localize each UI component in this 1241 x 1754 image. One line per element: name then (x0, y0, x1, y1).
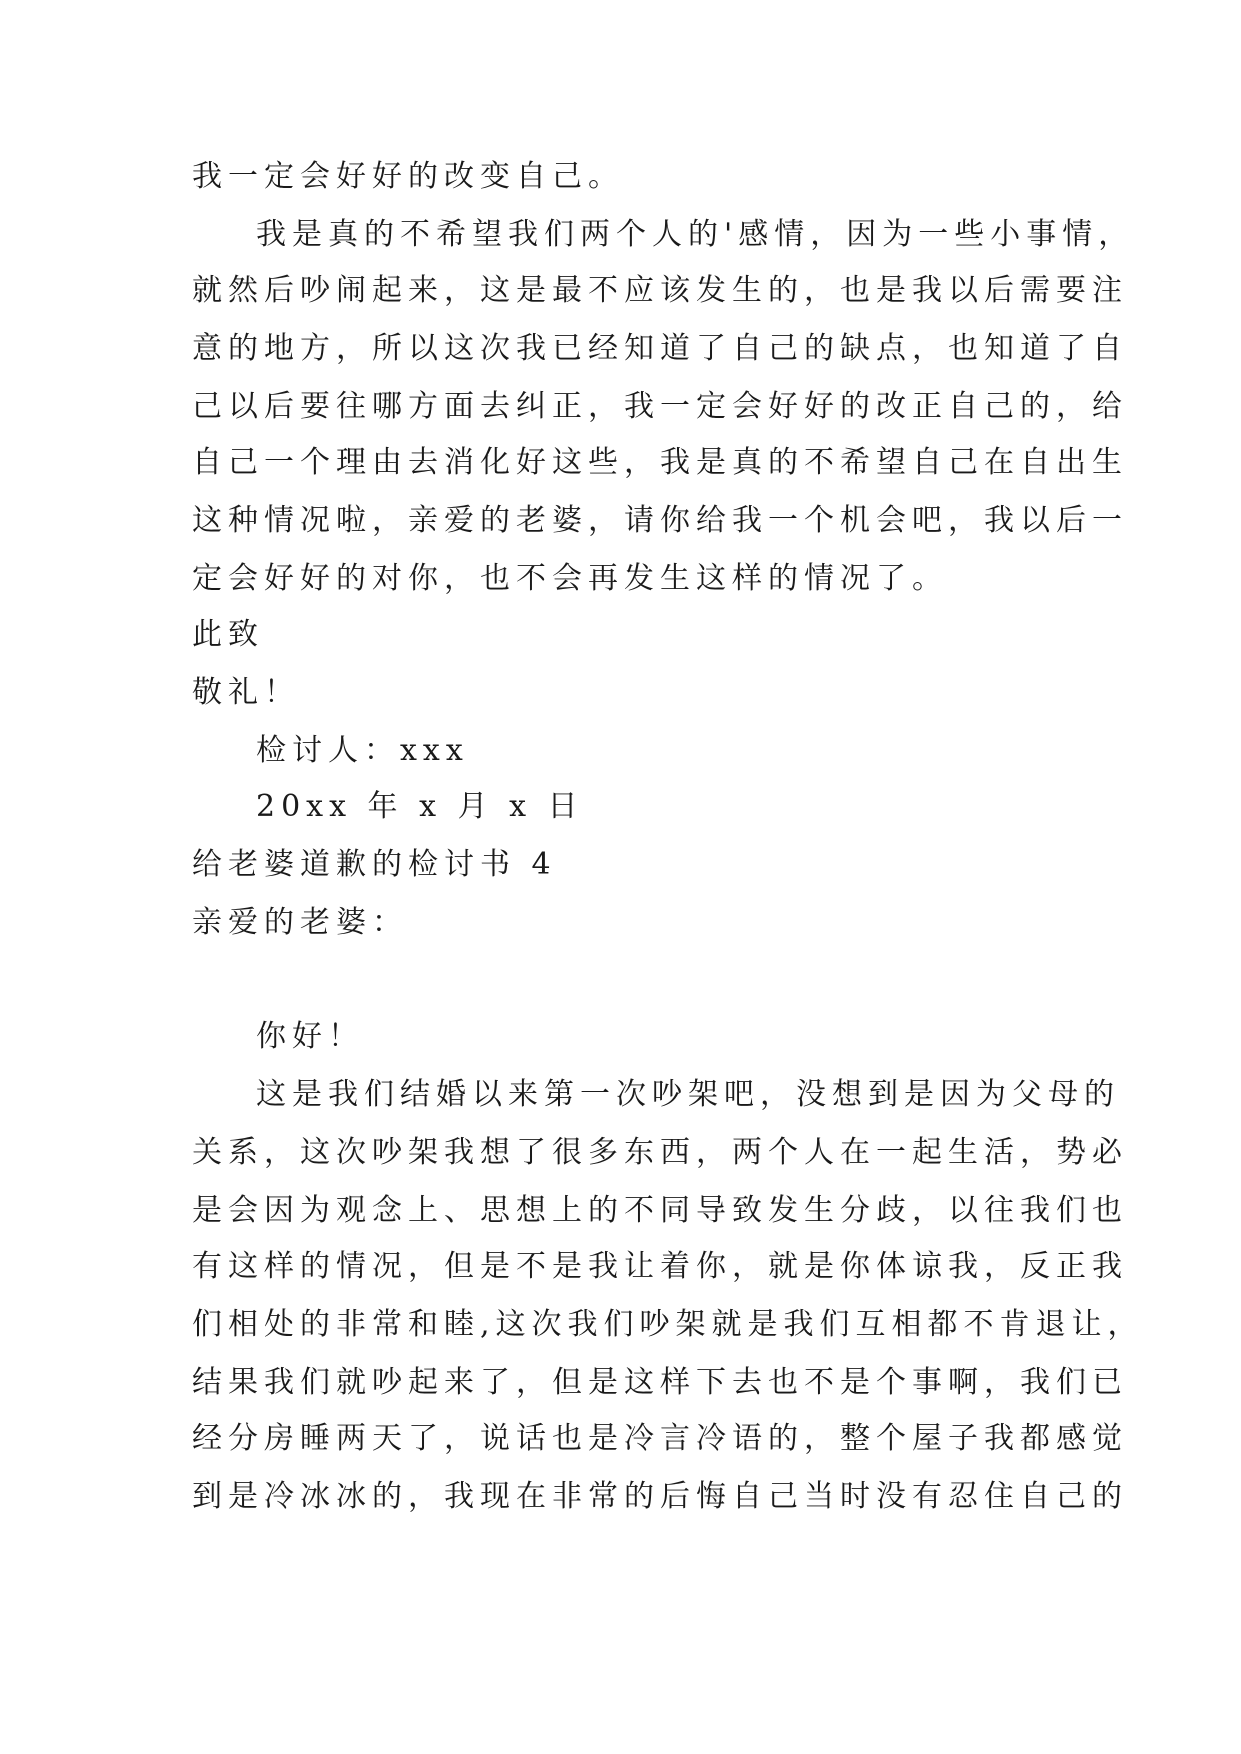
text-line: 是会因为观念上、思想上的不同导致发生分歧，以往我们也 (192, 1193, 1128, 1228)
text-line: 我是真的不希望我们两个人的'感情，因为一些小事情， (256, 217, 1135, 252)
text-line: 经分房睡两天了，说话也是冷言冷语的，整个屋子我都感觉 (192, 1421, 1128, 1456)
closing-regards: 敬礼！ (192, 675, 300, 710)
text-line: 有这样的情况，但是不是我让着你，就是你体谅我，反正我 (192, 1249, 1128, 1284)
text-line: 就然后吵闹起来，这是最不应该发生的，也是我以后需要注 (192, 273, 1128, 308)
text-line: 关系，这次吵架我想了很多东西，两个人在一起生活，势必 (192, 1135, 1128, 1170)
greeting: 你好！ (256, 1019, 364, 1054)
signature-date: 20xx 年 x 月 x 日 (256, 789, 584, 824)
text-line: 己以后要往哪方面去纠正，我一定会好好的改正自己的，给 (192, 389, 1128, 424)
signature-name: 检讨人：xxx (256, 733, 469, 768)
text-line: 这种情况啦，亲爱的老婆，请你给我一个机会吧，我以后一 (192, 503, 1128, 538)
text-line: 结果我们就吵起来了，但是这样下去也不是个事啊，我们已 (192, 1365, 1128, 1400)
text-line: 到是冷冰冰的，我现在非常的后悔自己当时没有忍住自己的 (192, 1479, 1128, 1514)
closing-salutation: 此致 (192, 617, 264, 652)
text-line: 我一定会好好的改变自己。 (192, 159, 624, 194)
text-line: 定会好好的对你，也不会再发生这样的情况了。 (192, 561, 948, 596)
text-line: 这是我们结婚以来第一次吵架吧，没想到是因为父母的 (256, 1077, 1120, 1112)
text-line: 意的地方，所以这次我已经知道了自己的缺点，也知道了自 (192, 331, 1128, 366)
text-line: 自己一个理由去消化好这些，我是真的不希望自己在自出生 (192, 445, 1128, 480)
greeting-recipient: 亲爱的老婆： (192, 905, 408, 940)
text-line: 们相处的非常和睦,这次我们吵架就是我们互相都不肯退让， (192, 1307, 1144, 1342)
section-title: 给老婆道歉的检讨书 4 (192, 847, 557, 882)
